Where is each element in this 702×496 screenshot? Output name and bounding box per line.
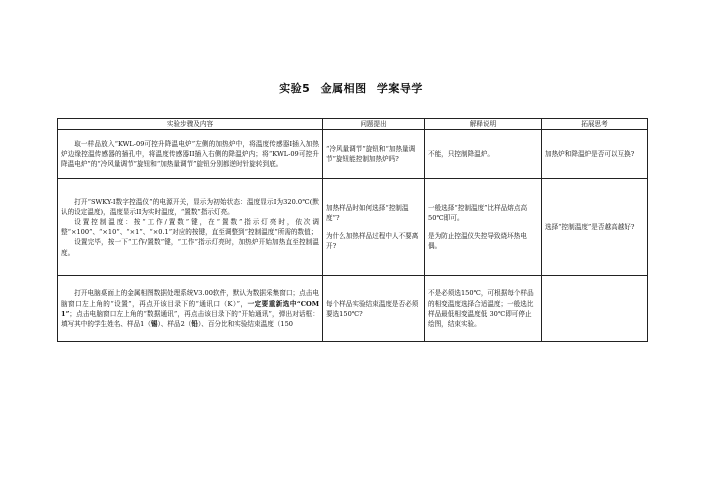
explanation-cell: 不能，只控制降温炉。 [425, 130, 542, 179]
step-text [61, 288, 319, 329]
question-text: 加热样品时如何选择“控制温度”? [326, 203, 409, 222]
step-text: 打开“SWKY-I数字控温仪”的电源开关，显示为初始状态：温度显示I为320.0℃(默认的设定温度)，温度显示II为实时温度，“置数”指示灯亮。 [61, 197, 319, 216]
header-steps: 实验步骤及内容 [58, 119, 323, 130]
extension-cell [542, 276, 648, 342]
question-text: 为什么加热样品过程中人不要离开? [326, 232, 419, 251]
extension-cell: 选择“控制温度”是否越高越好? [542, 179, 648, 276]
steps-cell [58, 276, 323, 342]
step-text-part: ）、百分比和实验结束温度（150 [197, 319, 293, 328]
step-text: 设置完毕，按一下“工作/置数”键，“工作”指示灯亮时，加热炉开始加热直至控制温度。 [61, 238, 319, 257]
step-text-part: 打开电脑桌面上的金属相图数据处理系统V3.00软件，默认为数据采集窗口；点击电脑窗口左上角的“设置”，再点开该目录下的“通讯口（K）”， [61, 289, 319, 308]
experiment-number: 实验5 [279, 82, 311, 95]
sample2-name: 铅 [191, 319, 198, 328]
step-text-part: ；点击电脑窗口左上角的“数据通讯”，再点击该目录下的“开始通讯”，弹出对话框：填写其中的学生姓名、样品1（ [61, 309, 319, 328]
header-explanation: 解释说明 [425, 119, 542, 130]
table-row [58, 130, 648, 179]
question-cell: “冷风量调节”旋钮和“加热量调节”旋钮能控制加热炉吗? [323, 130, 425, 179]
table-header-row [58, 119, 648, 130]
header-question: 问题提出 [323, 119, 425, 130]
explanation-text: 一般选择“控制温度”比样品熔点高50℃即可。 [428, 203, 528, 222]
steps-cell [58, 130, 323, 179]
table-row [58, 179, 648, 276]
step-text: 设置控制温度：按“工作/置数”键，在“置数”指示灯亮时，依次调整“×100”、“×10”、“×1”、“×0.1”对应的按键，直至调整到“控制温度”所需的数值； [61, 218, 319, 237]
step-text: 取一样品放入“KWL-09可控升降温电炉”左侧的加热炉中，将温度传感器I插入加热炉边缘控温传感器的插孔中，将温度传感器II插入右侧的降温炉内；将“KWL-09可控升降温电炉”的“冷风量调节”旋钮和“加热量调节”旋钮分别都逆时针旋转到底。 [61, 139, 319, 169]
explanation-cell [425, 179, 542, 276]
experiment-topic: 金属相图 [320, 82, 367, 95]
explanation-cell: 不是必须选150℃，可根据每个样品的相变温度选择合适温度；一般选比样品最低相变温度低 30℃即可停止绘图，结束实验。 [425, 276, 542, 342]
extension-cell: 加热炉和降温炉是否可以互换? [542, 130, 648, 179]
page-title [0, 80, 702, 96]
sample1-name: 锡 [150, 319, 158, 328]
table-row [58, 276, 648, 342]
study-guide-table [57, 118, 648, 342]
step-text-part: ）、样品2（ [157, 319, 192, 328]
explanation-text: 是为防止控温仪失控导致烧坏热电偶。 [428, 232, 527, 251]
experiment-subtitle: 学案导学 [376, 82, 423, 95]
steps-cell [58, 179, 323, 276]
question-cell [323, 179, 425, 276]
question-cell: 每个样品实验结束温度是否必须要选150℃? [323, 276, 425, 342]
step-emphasis: 一定要重新选中“COM 1” [61, 299, 319, 318]
header-extension: 拓展思考 [542, 119, 648, 130]
